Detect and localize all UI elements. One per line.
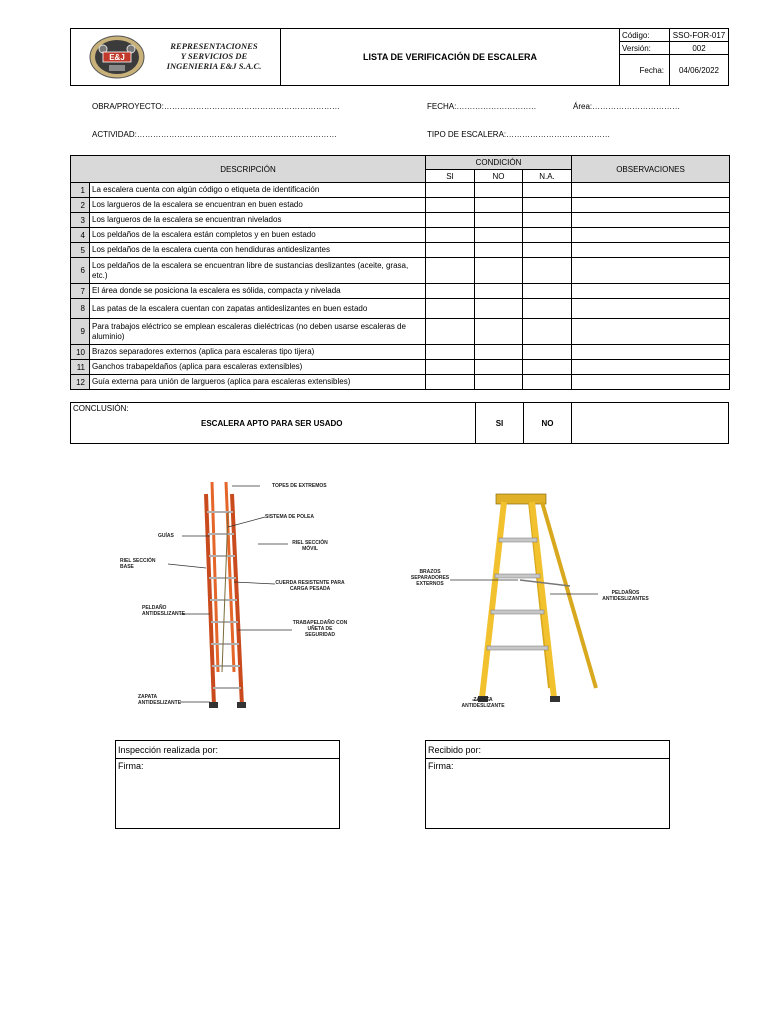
row-number: 2 — [71, 198, 90, 213]
checklist-row — [71, 258, 730, 284]
conclusion-si-checkbox[interactable]: SI — [476, 403, 524, 443]
conclusion-statement: ESCALERA APTO PARA SER USADO — [201, 419, 343, 428]
col-observaciones: OBSERVACIONES — [572, 156, 730, 183]
fecha-row — [620, 55, 728, 85]
codigo-label: Código: — [620, 29, 670, 41]
no-cell[interactable] — [475, 228, 523, 243]
row-number: 9 — [71, 319, 90, 345]
si-cell[interactable] — [426, 284, 475, 299]
row-description: Guía externa para unión de largueros (aplica para escaleras extensibles) — [90, 375, 426, 390]
no-cell[interactable] — [475, 243, 523, 258]
checklist-row — [71, 360, 730, 375]
no-cell[interactable] — [475, 299, 523, 319]
row-number: 12 — [71, 375, 90, 390]
codigo-row — [620, 29, 728, 42]
checklist-row — [71, 299, 730, 319]
row-description: Las patas de la escalera cuentan con zapatas antideslizantes en buen estado — [90, 299, 426, 319]
checklist-row — [71, 319, 730, 345]
firma-label-2: Firma: — [428, 761, 454, 771]
na-cell[interactable] — [523, 198, 572, 213]
si-cell[interactable] — [426, 213, 475, 228]
observaciones-cell[interactable] — [572, 228, 730, 243]
company-name-line-3: INGENIERIA E&J S.A.C. — [166, 61, 262, 71]
fecha-value: 04/06/2022 — [678, 65, 720, 75]
no-cell[interactable] — [475, 284, 523, 299]
recibido-label: Recibido por: — [426, 741, 669, 759]
row-description: Brazos separadores externos (aplica para escaleras tipo tijera) — [90, 345, 426, 360]
tipo-escalera-field[interactable]: TIPO DE ESCALERA:………………………………… — [427, 130, 611, 139]
row-description: La escalera cuenta con algún código o etiqueta de identificación — [90, 183, 426, 198]
checklist-row — [71, 243, 730, 258]
na-cell[interactable] — [523, 258, 572, 284]
si-cell[interactable] — [426, 183, 475, 198]
label-riel-movil: RIEL SECCIÓN MÓVIL — [292, 540, 328, 552]
label-riel-base: RIEL SECCIÓN BASE — [120, 558, 156, 570]
no-cell[interactable] — [475, 345, 523, 360]
codigo-value: SSO-FOR-017 — [672, 30, 726, 40]
document-header — [70, 28, 729, 86]
area-field[interactable]: Área:…………………………… — [573, 102, 681, 111]
si-cell[interactable] — [426, 228, 475, 243]
observaciones-cell[interactable] — [572, 299, 730, 319]
actividad-field[interactable]: ACTIVIDAD:………………………………………………………………… — [92, 130, 337, 139]
version-label: Versión: — [620, 42, 670, 54]
row-number: 8 — [71, 299, 90, 319]
observaciones-cell[interactable] — [572, 183, 730, 198]
no-cell[interactable] — [475, 183, 523, 198]
inspeccion-label: Inspección realizada por: — [116, 741, 339, 759]
row-number: 5 — [71, 243, 90, 258]
extension-ladder-illustration — [110, 472, 360, 717]
company-name — [149, 41, 279, 71]
obra-field[interactable]: OBRA/PROYECTO:………………………………………………………… — [92, 102, 340, 111]
col-condicion: CONDICIÓN — [426, 156, 572, 170]
logo-cell — [71, 29, 281, 85]
na-cell[interactable] — [523, 360, 572, 375]
no-cell[interactable] — [475, 213, 523, 228]
si-cell[interactable] — [426, 299, 475, 319]
row-number: 11 — [71, 360, 90, 375]
row-description: Ganchos trabapeldaños (aplica para escaleras extensibles) — [90, 360, 426, 375]
observaciones-cell[interactable] — [572, 375, 730, 390]
si-cell[interactable] — [426, 243, 475, 258]
observaciones-cell[interactable] — [572, 360, 730, 375]
firma-label-1: Firma: — [118, 761, 144, 771]
label-polea: SISTEMA DE POLEA — [265, 514, 314, 520]
observaciones-cell[interactable] — [572, 198, 730, 213]
na-cell[interactable] — [523, 213, 572, 228]
col-na: N.A. — [523, 170, 572, 183]
conclusion-left — [71, 403, 476, 443]
step-ladder-figure — [400, 488, 660, 718]
version-row — [620, 42, 728, 55]
company-name-line-2: Y SERVICIOS DE — [180, 51, 248, 61]
si-cell[interactable] — [426, 198, 475, 213]
row-description: Para trabajos eléctrico se emplean escaleras dieléctricas (no deben usarse escaleras de aluminio) — [90, 319, 426, 345]
company-name-line-1: REPRESENTACIONES — [170, 41, 258, 51]
conclusion-box — [70, 402, 729, 444]
row-description: Los peldaños de la escalera cuenta con hendiduras antideslizantes — [90, 243, 426, 258]
checklist-row — [71, 345, 730, 360]
na-cell[interactable] — [523, 345, 572, 360]
na-cell[interactable] — [523, 228, 572, 243]
observaciones-cell[interactable] — [572, 284, 730, 299]
si-cell[interactable] — [426, 319, 475, 345]
step-ladder-illustration — [400, 488, 660, 718]
fecha-label: Fecha: — [620, 55, 670, 85]
row-description: Los largueros de la escalera se encuentran nivelados — [90, 213, 426, 228]
checklist-row — [71, 375, 730, 390]
checklist-body — [71, 183, 730, 390]
na-cell[interactable] — [523, 319, 572, 345]
si-cell[interactable] — [426, 258, 475, 284]
conclusion-observaciones-cell[interactable] — [572, 403, 728, 443]
observaciones-cell[interactable] — [572, 213, 730, 228]
extension-ladder-figure — [110, 472, 360, 717]
logo-mark: E&J — [109, 53, 125, 62]
no-cell[interactable] — [475, 198, 523, 213]
row-number: 10 — [71, 345, 90, 360]
observaciones-cell[interactable] — [572, 258, 730, 284]
col-si: SI — [426, 170, 475, 183]
no-cell[interactable] — [475, 375, 523, 390]
na-cell[interactable] — [523, 375, 572, 390]
row-description: El área donde se posiciona la escalera es sólida, compacta y nivelada — [90, 284, 426, 299]
row-number: 7 — [71, 284, 90, 299]
label-cuerda: CUERDA RESISTENTE PARA CARGA PESADA — [275, 580, 345, 592]
label-zapata-right: ZAPATA ANTIDESLIZANTE — [461, 697, 505, 709]
row-number: 3 — [71, 213, 90, 228]
na-cell[interactable] — [523, 183, 572, 198]
label-topes: TOPES DE EXTREMOS — [272, 483, 327, 489]
version-value: 002 — [692, 43, 706, 53]
row-number: 6 — [71, 258, 90, 284]
label-trabapeldano: TRABAPELDAÑO CON UÑETA DE SEGURIDAD — [292, 620, 348, 638]
row-number: 1 — [71, 183, 90, 198]
label-brazos: BRAZOS SEPARADORES EXTERNOS — [410, 569, 450, 587]
label-peldano: PELDAÑO ANTIDESLIZANTE — [142, 605, 186, 617]
row-description: Los peldaños de la escalera se encuentran libre de sustancias deslizantes (aceite, grasa, etc.) — [90, 258, 426, 284]
si-cell[interactable] — [426, 360, 475, 375]
document-meta — [620, 29, 728, 85]
document-title: LISTA DE VERIFICACIÓN DE ESCALERA — [281, 29, 620, 85]
col-descripcion: DESCRIPCIÓN — [71, 156, 426, 183]
na-cell[interactable] — [523, 243, 572, 258]
row-description: Los largueros de la escalera se encuentran en buen estado — [90, 198, 426, 213]
row-description: Los peldaños de la escalera están completos y en buen estado — [90, 228, 426, 243]
na-cell[interactable] — [523, 284, 572, 299]
checklist-row — [71, 228, 730, 243]
received-signature-box[interactable] — [425, 740, 670, 829]
checklist-table — [70, 155, 730, 390]
no-cell[interactable] — [475, 360, 523, 375]
label-peldanos: PELDAÑOS ANTIDESLIZANTES — [602, 590, 649, 602]
inspection-signature-box[interactable] — [115, 740, 340, 829]
col-no: NO — [475, 170, 523, 183]
no-cell[interactable] — [475, 258, 523, 284]
row-number: 4 — [71, 228, 90, 243]
conclusion-label: CONCLUSIÓN: — [73, 404, 129, 413]
label-guias: GUÍAS — [158, 533, 174, 539]
checklist-row — [71, 213, 730, 228]
no-cell[interactable] — [475, 319, 523, 345]
conclusion-no-checkbox[interactable]: NO — [524, 403, 572, 443]
si-cell[interactable] — [426, 375, 475, 390]
label-zapata-left: ZAPATA ANTIDESLIZANTE — [138, 694, 182, 706]
observaciones-cell[interactable] — [572, 319, 730, 345]
checklist-row — [71, 183, 730, 198]
observaciones-cell[interactable] — [572, 345, 730, 360]
checklist-row — [71, 198, 730, 213]
checklist-row — [71, 284, 730, 299]
company-logo-icon — [89, 35, 145, 79]
fecha-field[interactable]: FECHA:………………………… — [427, 102, 537, 111]
na-cell[interactable] — [523, 299, 572, 319]
si-cell[interactable] — [426, 345, 475, 360]
observaciones-cell[interactable] — [572, 243, 730, 258]
